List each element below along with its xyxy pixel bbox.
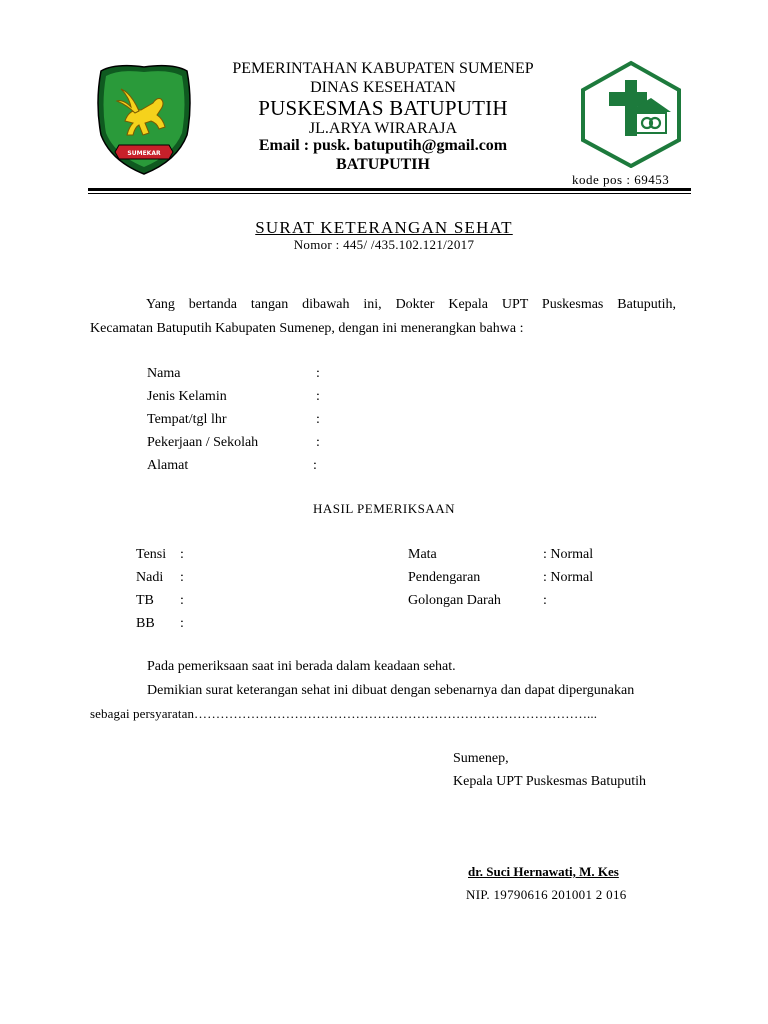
exam-colon-nadi: : [180,570,184,585]
field-colon-pekerjaan: : [316,435,320,450]
exam-colon-tensi: : [180,547,184,562]
exam-value-mata: : Normal [543,547,594,562]
field-label-tempat-tgl-lahir: Tempat/tgl lhr [147,412,227,427]
exam-colon-tb: : [180,593,184,608]
exam-colon-bb: : [180,616,184,631]
postal-code: kode pos : 69453 [572,172,670,187]
exam-results-heading: HASIL PEMERIKSAAN [313,501,455,516]
exam-label-tensi: Tensi [136,547,167,562]
header-address: JL.ARYA WIRARAJA [308,120,458,137]
document-title: SURAT KETERANGAN SEHAT [255,218,513,237]
puskesmas-logo-icon [579,60,683,168]
exam-label-pendengaran: Pendengaran [408,570,481,585]
signatory-nip: NIP. 19790616 201001 2 016 [466,887,627,902]
document-number: Nomor : 445/ /435.102.121/2017 [293,237,475,252]
exam-label-mata: Mata [408,547,437,562]
field-colon-alamat: : [313,458,317,473]
header-rule-thin [88,193,691,194]
signature-place: Sumenep, [453,751,509,766]
field-colon-jenis-kelamin: : [316,389,320,404]
field-label-pekerjaan: Pekerjaan / Sekolah [147,435,259,450]
svg-text:SUMEKAR: SUMEKAR [127,150,161,157]
header-city: BATUPUTIH [336,156,430,173]
closing-line-1: Pada pemeriksaan saat ini berada dalam keadaan sehat. [147,659,456,674]
exam-label-bb: BB [136,616,155,631]
exam-value-golongan-darah: : [543,593,547,608]
header-rule-thick [88,188,691,191]
signatory-name: dr. Suci Hernawati, M. Kes [468,864,619,879]
header-government: PEMERINTAHAN KABUPATEN SUMENEP [232,60,534,77]
field-label-jenis-kelamin: Jenis Kelamin [147,389,227,404]
header-department: DINAS KESEHATAN [310,79,456,96]
exam-label-tb: TB [136,593,154,608]
signature-position: Kepala UPT Puskesmas Batuputih [453,774,647,789]
exam-label-golongan-darah: Golongan Darah [408,593,501,608]
field-label-nama: Nama [147,366,181,381]
sumenep-regency-emblem-icon [95,63,193,176]
intro-line-2: Kecamatan Batuputih Kabupaten Sumenep, dengan ini menerangkan bahwa : [90,321,524,336]
header-email: Email : pusk. batuputih@gmail.com [258,137,508,154]
closing-line-2: Demikian surat keterangan sehat ini dibuat dengan sebenarnya dan dapat dipergunakan [147,683,635,698]
field-colon-nama: : [316,366,320,381]
intro-line-1: Yang bertanda tangan dibawah ini, Dokter Kepala UPT Puskesmas Batuputih, [146,297,676,312]
field-colon-tempat-tgl-lahir: : [316,412,320,427]
exam-value-pendengaran: : Normal [543,570,594,585]
closing-line-3: sebagai persyaratan………………………………………………………………………………... [90,706,598,721]
header-institution: PUSKESMAS BATUPUTIH [258,96,508,120]
exam-label-nadi: Nadi [136,570,164,585]
field-label-alamat: Alamat [147,458,189,473]
